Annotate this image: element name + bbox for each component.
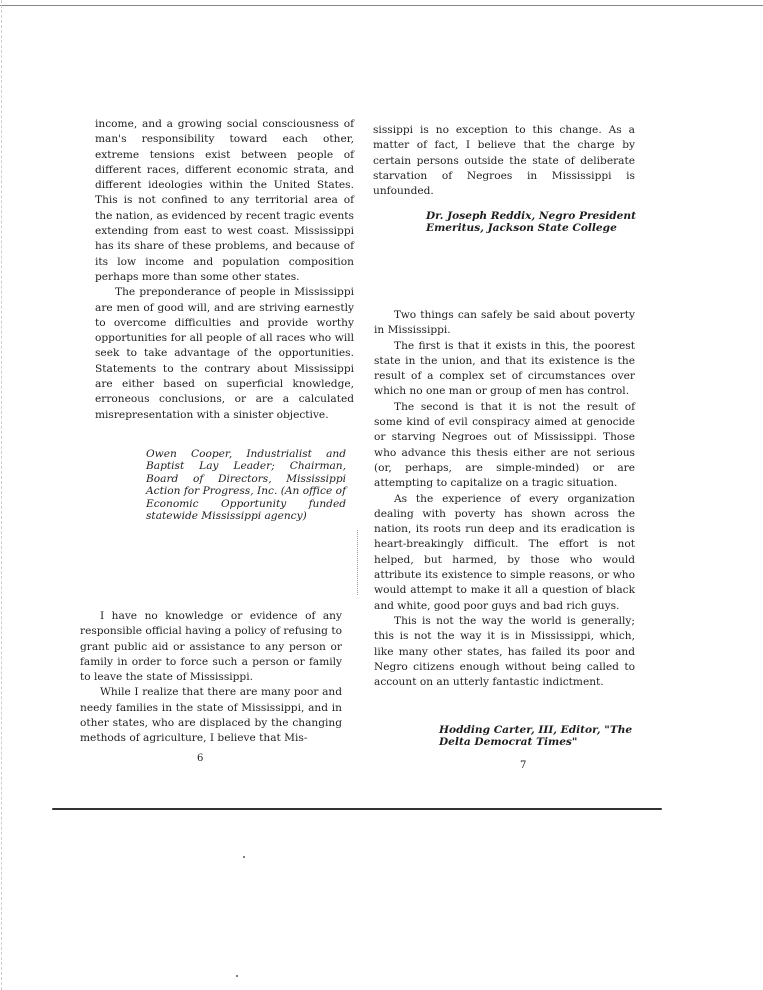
- scan-speck: [236, 975, 238, 977]
- paragraph: sissippi is no exception to this change. As a matter of fact, I believe that the charge by certain persons outside the state of deliberate starvation of Negroes in Mississippi is unfounded.: [373, 124, 635, 198]
- gutter-scan-marks: [357, 530, 358, 595]
- page-number-right: 7: [520, 760, 527, 771]
- paragraph: This is not the way the world is generally; this is not the way it is in Mississippi, which, like many other states, has failed its poor and Negro citizens enough without being called to account on an utterly fantastic indictment.: [374, 614, 635, 689]
- paragraph: The preponderance of people in Mississippi are men of good will, and are striving earnestly to overcome difficulties and provide worthy opportunities for all people of all races who will seek to take advantage of the opportunities. Statements to the contrary about Mississippi are either based on superficial knowledge, erroneous conclusions, or are a calculated misrepresentation with a sinister objective.: [95, 286, 354, 421]
- signature-joseph-reddix: Dr. Joseph Reddix, Negro President Emeritus, Jackson State College: [426, 210, 637, 235]
- page-number-left: 6: [197, 753, 204, 764]
- bottom-rule: [52, 808, 662, 810]
- left-column-block-a: [95, 117, 354, 423]
- paragraph: While I realize that there are many poor and needy families in the state of Mississippi, and in other states, who are displaced by the changing methods of agriculture, I believe that Mis-: [80, 686, 342, 745]
- scan-speck: [243, 856, 245, 858]
- scan-left-edge: [1, 0, 2, 990]
- paragraph: Two things can safely be said about poverty in Mississippi.: [374, 309, 635, 337]
- paragraph: income, and a growing social consciousness of man's responsibility toward each other, extreme tensions exist between people of different races, different economic strata, and different ideologies within the United States. This is not confined to any territorial area of the nation, as evidenced by recent tragic events extending from east to west coast. Mississippi has its share of these problems, and because of its low income and population composition perhaps more than some other states.: [95, 118, 354, 283]
- left-column-block-b: [80, 609, 342, 747]
- signature-hodding-carter: Hodding Carter, III, Editor, "The Delta Democrat Times": [439, 724, 633, 749]
- signature-owen-cooper: Owen Cooper, Industrialist and Baptist Lay Leader; Chairman, Board of Directors, Mississippi Action for Progress, Inc. (An office of Economic Opportunity funded statewide Mississippi agency): [146, 448, 346, 523]
- paragraph: The first is that it exists in this, the poorest state in the union, and that its existence is the result of a complex set of circumstances over which no one man or group of men has control.: [374, 339, 635, 398]
- right-column-block-b: [374, 308, 635, 690]
- paragraph: As the experience of every organization dealing with poverty has shown across the nation, its roots run deep and its eradication is heart-breakingly difficult. The effort is not helped, but harmed, by those who would attribute its existence to simple reasons, or who would attempt to make it all a question of black and white, good poor guys and bad rich guys.: [374, 492, 635, 612]
- paragraph: I have no knowledge or evidence of any responsible official having a policy of refusing to grant public aid or assistance to any person or family in order to force such a person or family to leave the state of Mississippi.: [80, 610, 342, 684]
- right-column-block-a: [373, 123, 635, 199]
- paragraph: The second is that it is not the result of some kind of evil conspiracy aimed at genocide or starving Negroes out of Mississippi. Those who advance this thesis either are not serious (or, perhaps, are simple-minded) or are attempting to capitalize on a tragic situation.: [374, 400, 635, 490]
- scan-top-rule: [0, 5, 763, 6]
